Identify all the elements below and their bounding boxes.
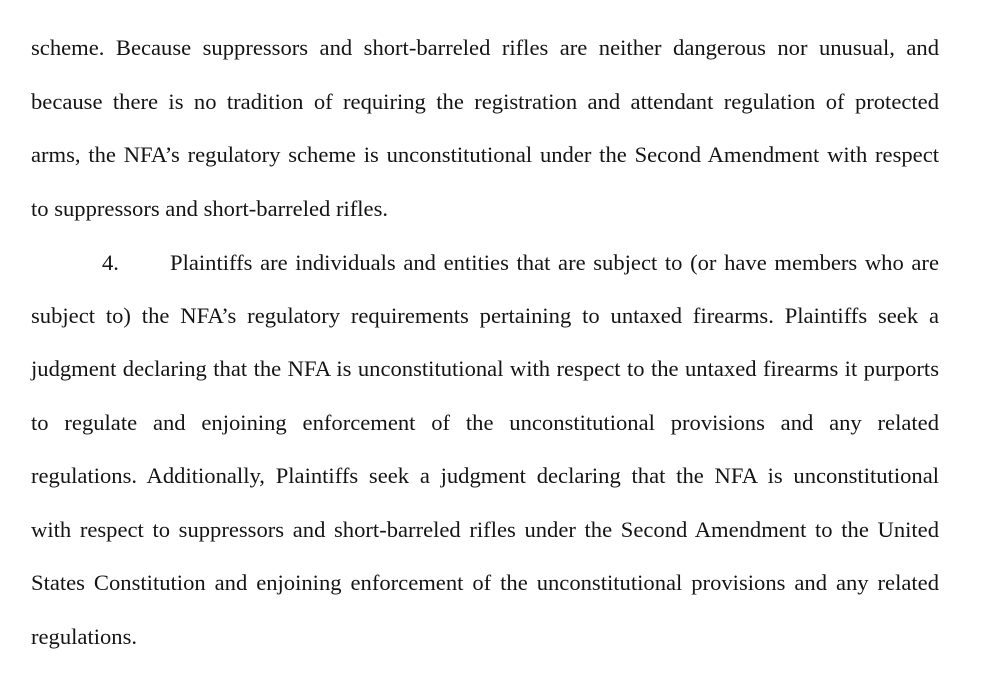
text-line: with respect to suppressors and short-barreled rifles under the Second Amendment to the United [31, 517, 939, 542]
paragraph-number: 4. [102, 250, 119, 275]
text-line: regulations. Additionally, Plaintiffs seek a judgment declaring that the NFA is unconstitutional [31, 463, 939, 488]
text-line: judgment declaring that the NFA is unconstitutional with respect to the untaxed firearms it purports [31, 356, 939, 381]
text-line: regulations. [31, 624, 138, 649]
text-line: because there is no tradition of requiring the registration and attendant regulation of protected [31, 89, 939, 114]
text-line: to suppressors and short-barreled rifles. [31, 196, 389, 221]
text-line: subject to) the NFA’s regulatory requirements pertaining to untaxed firearms. Plaintiffs seek a [31, 303, 939, 328]
text-line: arms, the NFA’s regulatory scheme is unconstitutional under the Second Amendment with respect [31, 142, 939, 167]
text-line: States Constitution and enjoining enforcement of the unconstitutional provisions and any related [31, 570, 939, 595]
text-line: Plaintiffs are individuals and entities that are subject to (or have members who are [170, 250, 939, 275]
text-line: scheme. Because suppressors and short-barreled rifles are neither dangerous nor unusual, and [31, 35, 939, 60]
text-line: to regulate and enjoining enforcement of the unconstitutional provisions and any related [31, 410, 939, 435]
